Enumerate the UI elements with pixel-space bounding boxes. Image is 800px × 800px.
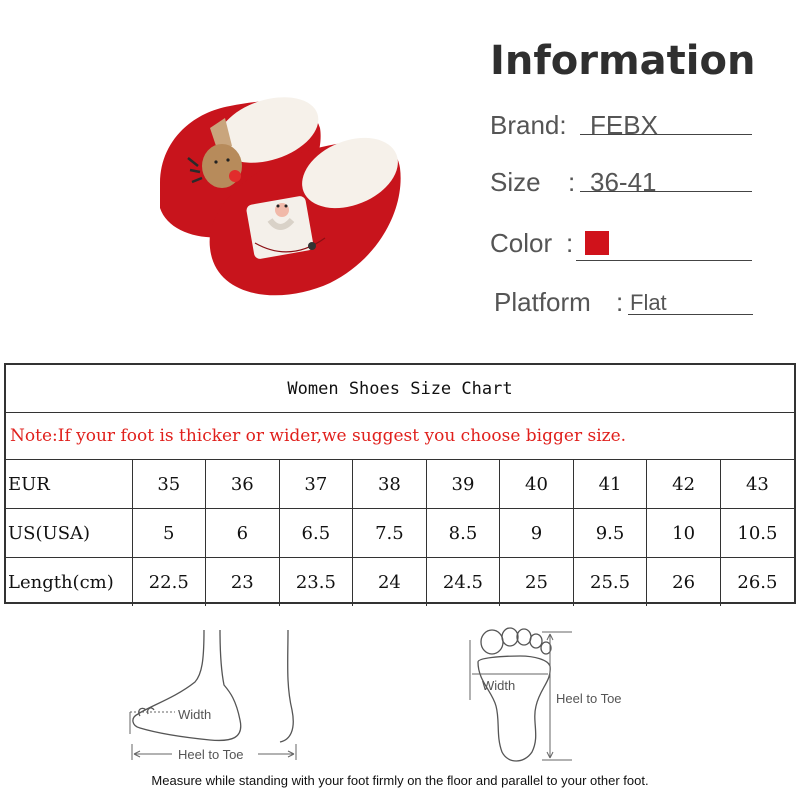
size-chart-row — [6, 558, 794, 607]
size-chart-cell: 5 — [132, 509, 206, 558]
size-chart-cell: 7.5 — [353, 509, 427, 558]
size-chart-cell: 43 — [720, 460, 794, 509]
size-chart-row — [6, 460, 794, 509]
size-chart-cell: 22.5 — [132, 558, 206, 607]
size-chart-cell: 39 — [426, 460, 500, 509]
size-chart-table — [6, 460, 794, 606]
color-swatch — [585, 231, 609, 255]
size-chart — [4, 363, 796, 604]
foot-sole-diagram — [460, 626, 660, 766]
size-underline — [580, 191, 752, 192]
slippers-product-image — [150, 88, 460, 318]
size-chart-cell: 26.5 — [720, 558, 794, 607]
side-width-label: Width — [178, 707, 212, 722]
size-chart-cell: 8.5 — [426, 509, 500, 558]
brand-value: FEBX — [590, 110, 658, 140]
foot-sole-icon — [478, 628, 551, 761]
platform-underline — [628, 314, 753, 315]
size-chart-cell: 36 — [206, 460, 280, 509]
platform-label: Platform — [494, 287, 591, 317]
size-chart-cell: 37 — [279, 460, 353, 509]
brand-label: Brand: — [490, 110, 567, 140]
size-chart-cell: 40 — [500, 460, 574, 509]
size-colon: : — [568, 167, 576, 197]
size-chart-row-label: Length(cm) — [6, 558, 132, 607]
size-chart-cell: 26 — [647, 558, 721, 607]
size-chart-row — [6, 509, 794, 558]
platform-value: Flat — [630, 290, 667, 315]
color-label: Color — [490, 228, 553, 258]
sole-length-label: Heel to Toe — [556, 691, 622, 706]
size-label: Size — [490, 167, 541, 197]
info-title: Information — [490, 38, 756, 84]
size-chart-cell: 24.5 — [426, 558, 500, 607]
size-chart-row-label: US(USA) — [6, 509, 132, 558]
color-colon: : — [566, 228, 574, 258]
sole-width-label: Width — [482, 678, 516, 693]
side-length-label: Heel to Toe — [178, 747, 244, 762]
size-chart-cell: 24 — [353, 558, 427, 607]
size-chart-cell: 38 — [353, 460, 427, 509]
size-chart-note: Note:If your foot is thicker or wider,we suggest you choose bigger size. — [6, 413, 794, 460]
measure-footnote: Measure while standing with your foot firmly on the floor and parallel to your other foot. — [151, 773, 649, 788]
size-chart-cell: 23 — [206, 558, 280, 607]
size-chart-cell: 41 — [573, 460, 647, 509]
size-chart-cell: 23.5 — [279, 558, 353, 607]
foot-side-icon — [133, 630, 293, 742]
size-chart-body — [6, 460, 794, 606]
size-chart-cell: 9 — [500, 509, 574, 558]
size-value: 36-41 — [590, 167, 657, 197]
size-chart-cell: 9.5 — [573, 509, 647, 558]
foot-side-diagram — [120, 630, 310, 770]
size-chart-cell: 35 — [132, 460, 206, 509]
brand-underline — [580, 134, 752, 135]
size-chart-cell: 25.5 — [573, 558, 647, 607]
size-chart-title: Women Shoes Size Chart — [6, 365, 794, 413]
platform-colon: : — [616, 287, 624, 317]
size-chart-row-label: EUR — [6, 460, 132, 509]
color-underline — [576, 260, 752, 261]
size-chart-cell: 42 — [647, 460, 721, 509]
size-chart-cell: 10.5 — [720, 509, 794, 558]
size-chart-cell: 25 — [500, 558, 574, 607]
size-chart-cell: 6 — [206, 509, 280, 558]
size-chart-cell: 6.5 — [279, 509, 353, 558]
size-chart-cell: 10 — [647, 509, 721, 558]
